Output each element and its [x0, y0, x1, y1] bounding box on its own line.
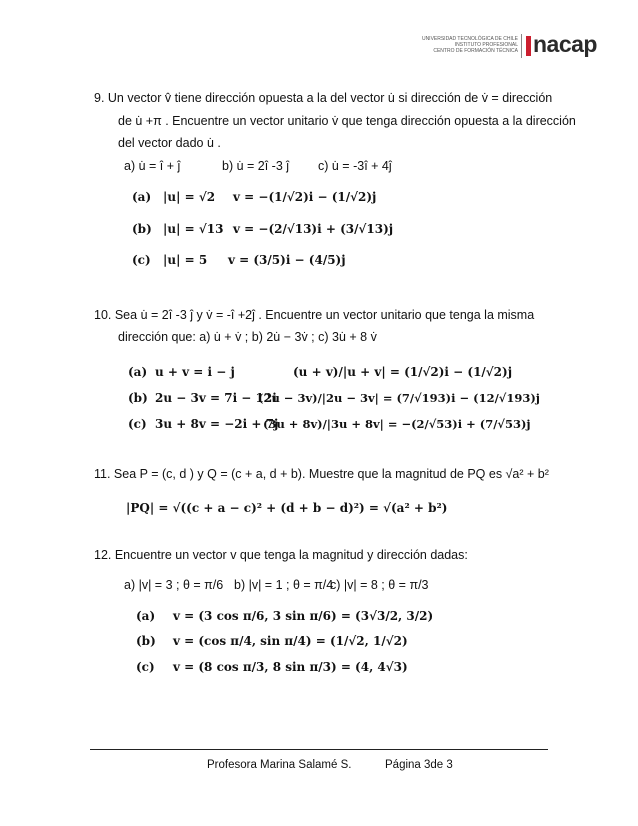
problem-12-answer-c-label: (c): [136, 660, 155, 674]
problem-9-answer-a-label: (a): [132, 190, 152, 204]
problem-9-answer-b-mag: |u| = √13: [163, 222, 224, 236]
logo-red-bar: [526, 36, 531, 56]
problem-12-answer-a-label: (a): [136, 609, 156, 623]
problem-9-option-a: a) u̇ = î + ĵ: [124, 159, 181, 173]
problem-10-line-1: 10. Sea u̇ = 2î -3 ĵ y v̇ = -î +2ĵ . Encuentre un vector unitario que tenga la misma: [94, 308, 535, 322]
problem-10-answer-a-unit: (u + v)/|u + v| = (1/√2)i − (1/√2)j: [293, 365, 513, 379]
institution-line-3: CENTRO DE FORMACIÓN TÉCNICA: [433, 48, 518, 54]
problem-9-line-2: de u̇ +π . Encuentre un vector unitario v̇ que tenga dirección opuesta a la dirección: [118, 114, 576, 128]
institution-text: [410, 36, 518, 54]
problem-12-answer-b-label: (b): [136, 634, 156, 648]
problem-9-answer-b-vec: v = −(2/√13)i + (3/√13)j: [233, 222, 394, 236]
footer-author: Profesora Marina Salamé S.: [207, 759, 352, 771]
footer-divider: [90, 749, 548, 750]
institution-line-1: UNIVERSIDAD TECNOLÓGICA DE CHILE: [421, 36, 518, 42]
institution-line-2: INSTITUTO PROFESIONAL: [454, 42, 518, 48]
problem-12-answer-c-text: v = (8 cos π/3, 8 sin π/3) = (4, 4√3): [173, 660, 408, 674]
problem-9-answer-a-mag: |u| = √2: [163, 190, 216, 204]
problem-9-answer-b-label: (b): [132, 222, 152, 236]
problem-10-line-2: dirección que: a) u̇ + v̇ ; b) 2u̇ − 3v̇ ; c) 3u̇ + 8 v̇: [118, 330, 377, 344]
problem-12-answer-b-text: v = (cos π/4, sin π/4) = (1/√2, 1/√2): [173, 634, 408, 648]
problem-9-option-b: b) u̇ = 2î -3 ĵ: [222, 159, 290, 173]
problem-11-answer: |PQ| = √((c + a − c)² + (d + b − d)²) = √(a² + b²): [126, 501, 448, 515]
problem-10-answer-b-sum: 2u − 3v = 7i − 12i: [155, 391, 277, 405]
problem-9-answer-a-vec: v = −(1/√2)i − (1/√2)j: [233, 190, 377, 204]
logo-divider: [521, 34, 522, 58]
problem-9-answer-c-vec: v = (3/5)i − (4/5)j: [228, 253, 346, 267]
problem-9-line-3: del vector dado u̇ .: [118, 136, 221, 150]
problem-10-answer-b-unit: (2u − 3v)/|2u − 3v| = (7/√193)i − (12/√193)j: [258, 391, 540, 405]
logo-wordmark: nacap: [533, 31, 597, 57]
problem-9-answer-c-label: (c): [132, 253, 151, 267]
problem-11-text: 11. Sea P = (c, d ) y Q = (c + a, d + b). Muestre que la magnitud de PQ es √a² + b²: [94, 467, 549, 481]
problem-10-answer-a-sum: u + v = i − j: [155, 365, 235, 379]
problem-12-option-c: c) |v| = 8 ; θ = π/3: [330, 578, 429, 592]
problem-12-text: 12. Encuentre un vector v que tenga la magnitud y dirección dadas:: [94, 548, 468, 562]
problem-10-answer-b-label: (b): [128, 391, 148, 405]
problem-10-answer-a-label: (a): [128, 365, 148, 379]
problem-12-option-a: a) |v| = 3 ; θ = π/6: [124, 578, 224, 592]
problem-12-answer-a-text: v = (3 cos π/6, 3 sin π/6) = (3√3/2, 3/2): [173, 609, 434, 623]
problem-12-option-b: b) |v| = 1 ; θ = π/4: [234, 578, 334, 592]
problem-9-option-c: c) u̇ = -3î + 4ĵ: [318, 159, 392, 173]
problem-9-answer-c-mag: |u| = 5: [163, 253, 208, 267]
problem-9-line-1: 9. Un vector v̂ tiene dirección opuesta a la del vector u̇ si dirección de v̇ = dirección: [94, 91, 553, 105]
problem-10-answer-c-unit: (3u + 8v)/|3u + 8v| = −(2/√53)i + (7/√53)j: [263, 417, 531, 431]
problem-10-answer-c-sum: 3u + 8v = −2i + 7j: [155, 417, 279, 431]
footer-page-number: Página 3de 3: [385, 759, 453, 771]
problem-10-answer-c-label: (c): [128, 417, 147, 431]
